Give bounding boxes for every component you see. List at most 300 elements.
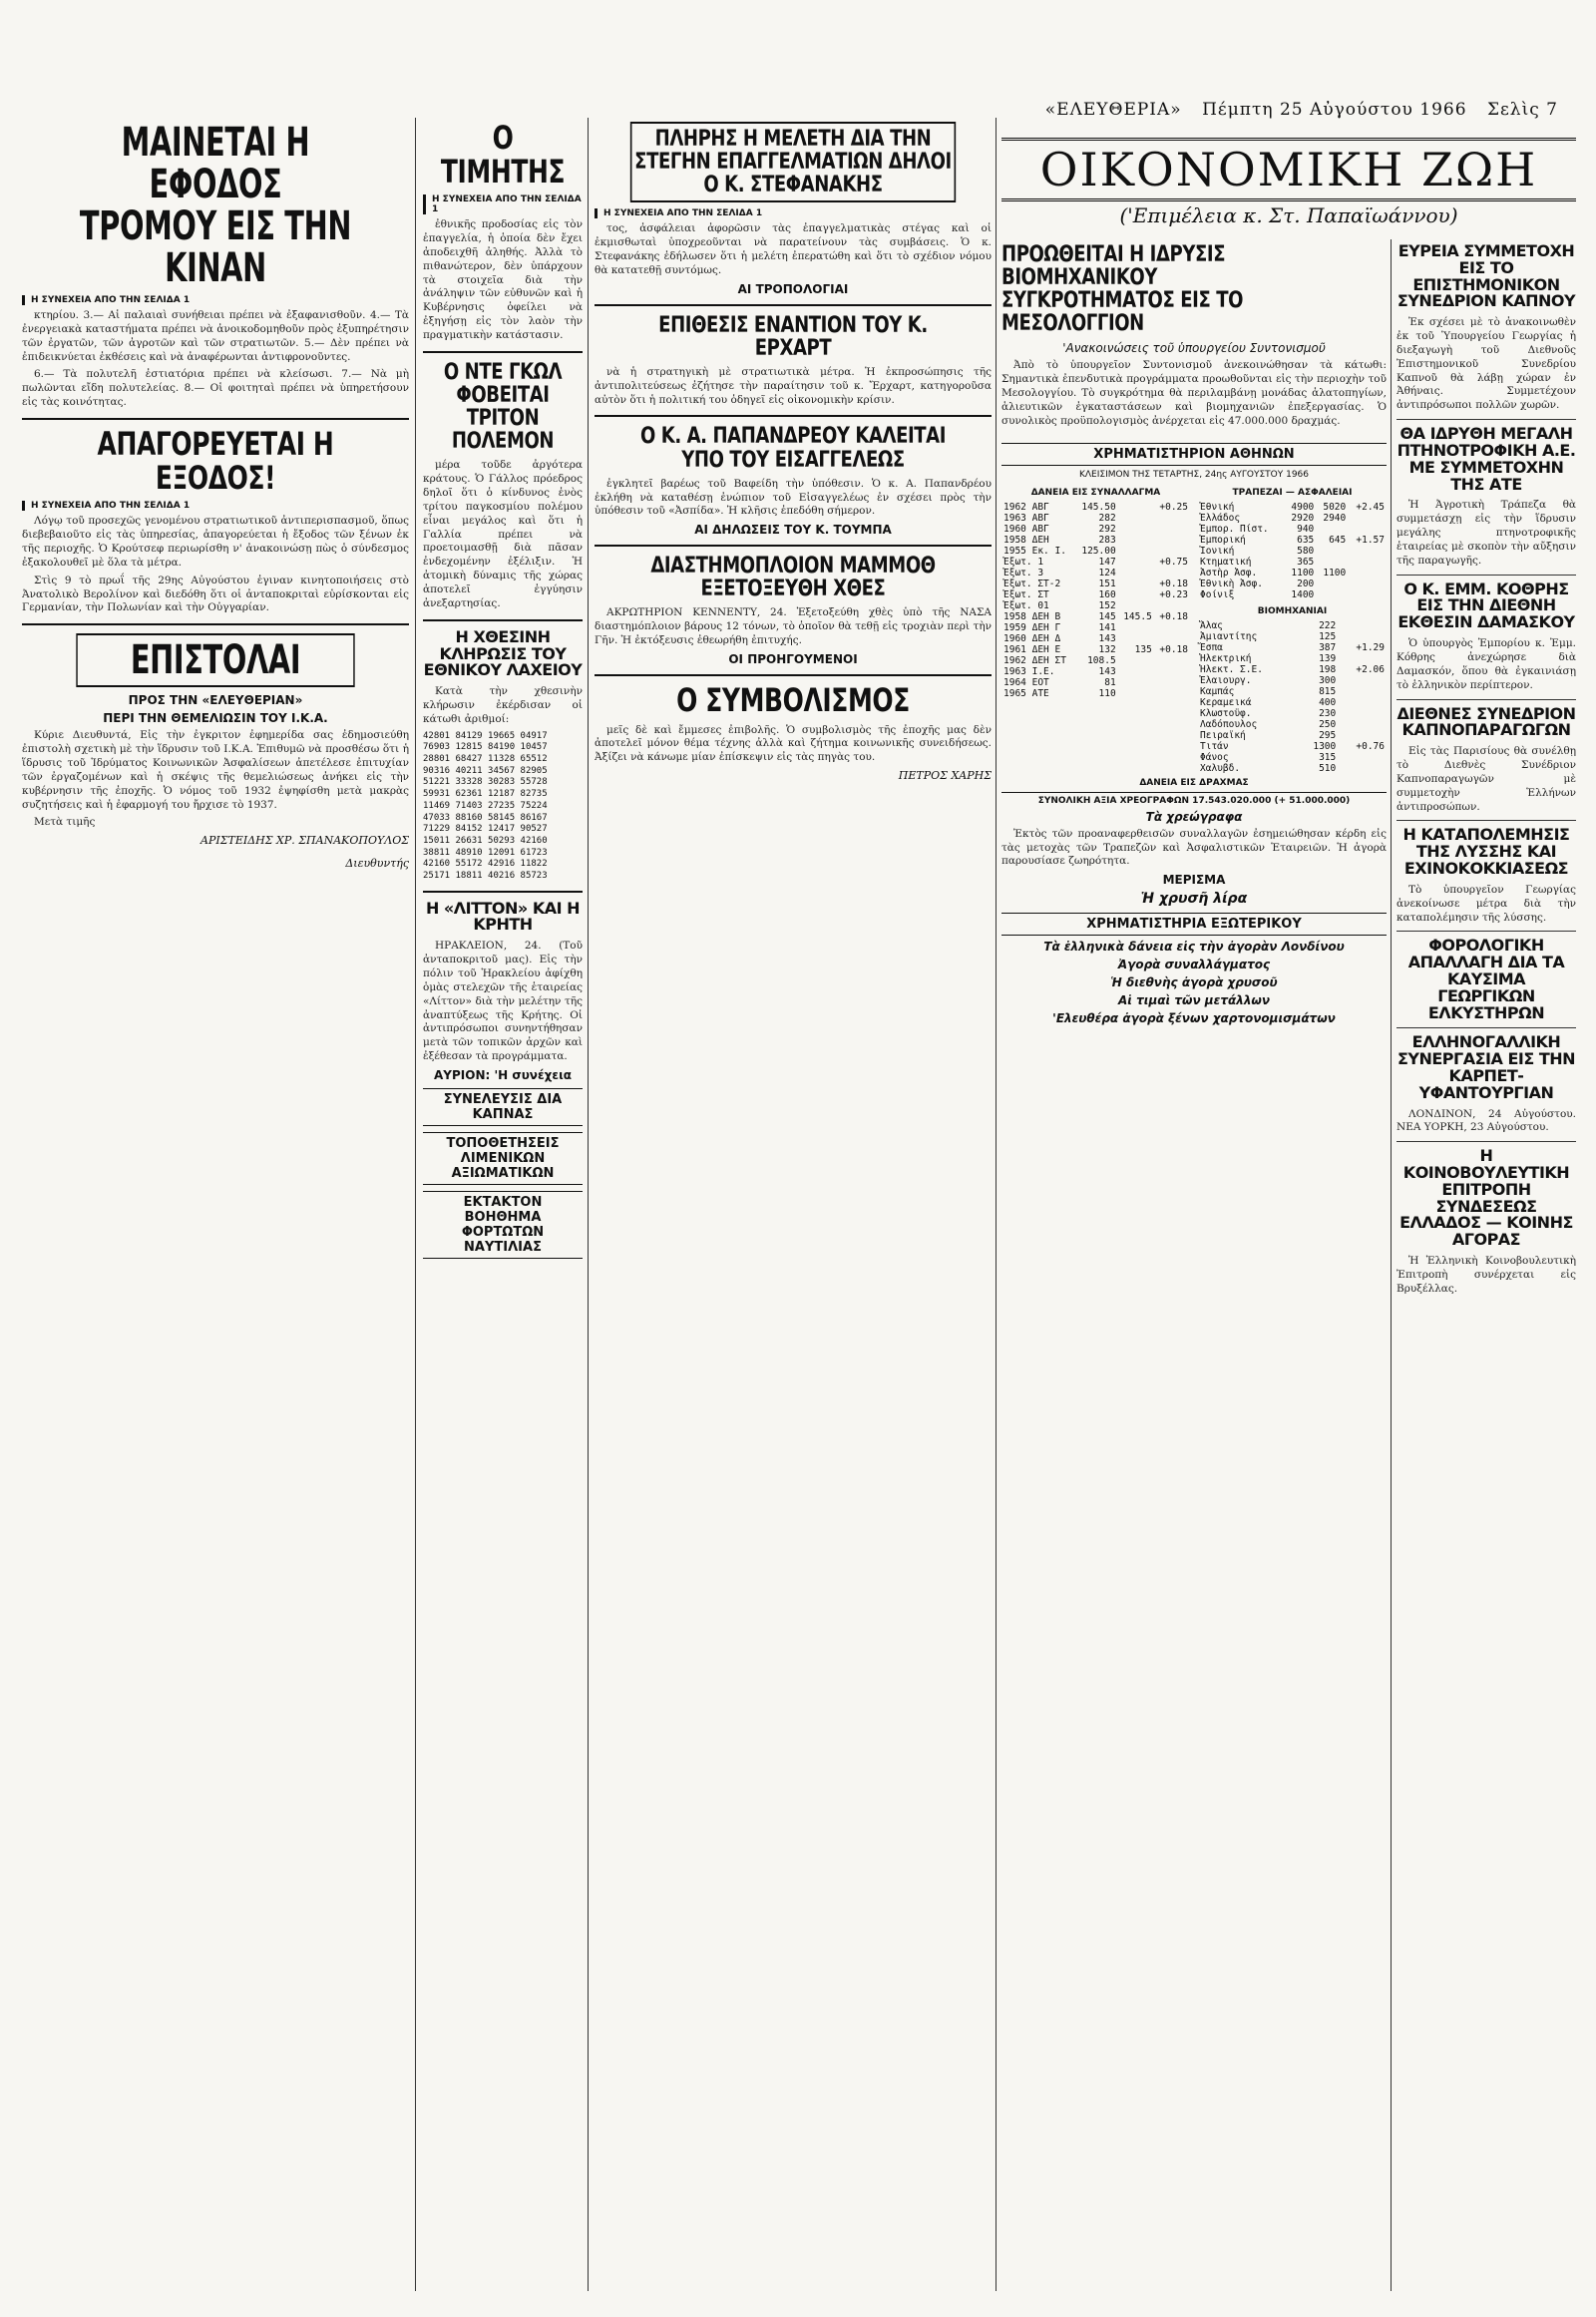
section-title: ΟΙΚΟΝΟΜΙΚΗ ΖΩΗ bbox=[1001, 138, 1576, 201]
paragraph: Ἡ Ἀγροτικὴ Τράπεζα θὰ συμμετάσχῃ εἰς τὴν ἵδρυσιν μεγάλης πτηνοτροφικῆς ἑταιρείας μὲ σκοπὸν τὴν αὔξησιν τῆς παραγωγῆς. bbox=[1396, 499, 1576, 567]
table-cell bbox=[1338, 631, 1387, 642]
table-cell bbox=[1118, 589, 1154, 600]
table-cell bbox=[1154, 535, 1190, 546]
divider bbox=[22, 623, 409, 625]
table-cell bbox=[1338, 697, 1387, 708]
table-cell: 125 bbox=[1319, 630, 1337, 642]
continuation-label: Η ΣΥΝΕΧΕΙΑ ΑΠΟ ΤΗΝ ΣΕΛΙΔΑ 1 bbox=[595, 208, 992, 218]
paragraph: Ἀπὸ τὸ ὑπουργεῖον Συντονισμοῦ ἀνεκοινώθησαν τὰ κάτωθι: Σημαντικὰ ἐπενδυτικὰ προγράμματα προωθοῦνται εἰς τὴν περιοχὴν τοῦ Μεσολογγίου. Τὸ συγκρότημα θὰ περιλαμβάνῃ μονάδας ἁλατοπηγίων, ἁλιευτικῶν ἐγκαταστάσεων καὶ βιομηχανιῶν ἐπεξεργασίας. Ὁ συνολικὸς προϋπολογισμὸς ἀνέρχεται εἰς 47.000.000 δραχμάς. bbox=[1001, 359, 1387, 427]
table-cell bbox=[1118, 677, 1154, 688]
dividend-heading: ΜΕΡΙΣΜΑ bbox=[1162, 873, 1226, 888]
table-cell: Ἐμπορική bbox=[1200, 534, 1246, 546]
table-cell bbox=[1118, 622, 1154, 633]
table-cell: 132 bbox=[1098, 643, 1116, 655]
industries-heading: ΒΙΟΜΗΧΑΝΙΑΙ bbox=[1257, 605, 1328, 616]
article-body bbox=[1001, 359, 1387, 428]
paragraph: ΛΟΝΔΙΝΟΝ, 24 Αὐγούστου. ΝΕΑ ΥΟΡΚΗ, 23 Αὐγούστου. bbox=[1396, 1107, 1576, 1134]
table-cell: 400 bbox=[1319, 696, 1337, 708]
free-market-heading: 'Ελευθέρα ἀγορὰ ξένων χαρτονομισμάτων bbox=[1052, 1011, 1336, 1026]
table-cell: 143 bbox=[1098, 632, 1116, 644]
headline-spacecraft: ΔΙΑΣΤΗΜΟΠΛΟΙΟΝ ΜΑΜΜΟΘ ΕΞΕΤΟΞΕΥΘΗ ΧΘΕΣ bbox=[650, 554, 936, 602]
article-body bbox=[1396, 1108, 1576, 1136]
paragraph: ἐθνικῆς προδοσίας εἰς τὸν ἐπαγγελία, ἡ ὁποία δὲν ἔχει ἀποδειχθῆ ἀληθής. Ἀλλὰ τὸ πιθανώτερον, δὲν ὑπάρχουν τὰ στοιχεῖα διὰ τὴν ἀνάληψιν τῶν εὐθυνῶν καὶ ἡ Κυβέρνησις ὀφείλει νὰ ἐξηγήσῃ εἰς τὸν λαὸν τὴν πραγματικὴν κατάστασιν. bbox=[423, 218, 583, 342]
table-row bbox=[1001, 513, 1190, 524]
table-cell bbox=[1154, 524, 1190, 535]
paragraph: Εἰς τὰς Παρισίους θὰ συνέλθῃ τὸ Διεθνὲς Συνέδριον Καπνοπαραγωγῶν μὲ συμμετοχὴν Ἑλλήνων ἀντιπροσώπων. bbox=[1396, 745, 1576, 813]
paragraph: μέρα τοῦδε ἀργότερα κράτους. Ὁ Γάλλος πρόεδρος δηλοῖ ὅτι ὁ κίνδυνος ἑνὸς τρίτου παγκοσμίου πολέμου εἶναι μεγάλος καὶ ὅτι ἡ Γαλλία πρέπει νὰ προετοιμασθῇ διὰ πᾶσαν ἐνδεχομένην ἐξέλιξιν. Ἡ ἀτομικὴ δύναμις τῆς χώρας ἀποτελεῖ ἐγγύησιν ἀνεξαρτησίας. bbox=[423, 459, 583, 609]
table-cell: 1964 ΕΟΤ bbox=[1003, 676, 1049, 688]
total-value: ΣΥΝΟΛΙΚΗ ΑΞΙΑ ΧΡΕΟΓΡΑΦΩΝ 17.543.020.000 (+ 51.000.000) bbox=[1001, 792, 1387, 806]
paragraph: Τὸ ὑπουργεῖον Γεωργίας ἀνεκοίνωσε μέτρα διὰ τὴν καταπολέμησιν τῆς λύσσης. bbox=[1396, 883, 1576, 924]
table-cell bbox=[1118, 502, 1154, 513]
masthead bbox=[1031, 100, 1558, 120]
headline-rabies: Η ΚΑΤΑΠΟΛΕΜΗΣΙΣ ΤΗΣ ΛΥΣΣΗΣ ΚΑΙ ΕΧΙΝΟΚΟΚΚΙΑΣΕΩΣ bbox=[1402, 825, 1570, 878]
london-heading: Τὰ ἑλληνικὰ δάνεια εἰς τὴν ἀγορὰν Λονδίνου bbox=[1043, 940, 1345, 955]
table-cell bbox=[1348, 557, 1387, 568]
banks-table-wrap bbox=[1198, 484, 1387, 774]
box-heading: ΣΥΝΕΛΕΥΣΙΣ ΔΙΑ ΚΑΠΝΑΣ bbox=[423, 1088, 583, 1126]
headline-symbolism: Ο ΣΥΜΒΟΛΙΣΜΟΣ bbox=[676, 681, 910, 720]
divider bbox=[1396, 419, 1576, 420]
issue-date: Πέμπτη 25 Αὐγούστου 1966 bbox=[1202, 100, 1467, 120]
foreign-exchanges-heading: ΧΡΗΜΑΤΙΣΤΗΡΙΑ ΕΞΩΤΕΡΙΚΟΥ bbox=[1001, 913, 1387, 936]
table-row bbox=[1001, 655, 1190, 666]
table-cell: 510 bbox=[1319, 762, 1337, 774]
table-cell: 145.5 bbox=[1123, 610, 1152, 622]
headline-exodos: ΑΠΑΓΟΡΕΥΕΤΑΙ Η ΕΞΟΔΟΣ! bbox=[97, 425, 334, 497]
table-row bbox=[1198, 664, 1387, 675]
column-2 bbox=[423, 118, 583, 2291]
table-cell: Κεραμεικά bbox=[1200, 696, 1252, 708]
loans-table bbox=[1001, 502, 1190, 699]
table-row bbox=[1198, 708, 1387, 719]
table-cell: Ἐξωτ. 3 bbox=[1003, 567, 1044, 579]
table-row bbox=[1001, 557, 1190, 568]
table-cell bbox=[1154, 513, 1190, 524]
table-cell: 143 bbox=[1098, 665, 1116, 677]
table-row bbox=[1001, 524, 1190, 535]
table-row bbox=[1198, 524, 1387, 535]
table-cell: 110 bbox=[1098, 687, 1116, 699]
gold-sovereign-heading: Ἡ χρυσῆ λίρα bbox=[1140, 891, 1248, 908]
divider bbox=[1396, 1141, 1576, 1142]
table-cell: Ἀστὴρ Ἀσφ. bbox=[1200, 567, 1258, 579]
table-cell: 1960 ΔΕΗ Δ bbox=[1003, 632, 1061, 644]
paragraph: Κύριε Διευθυντά, Εἰς τὴν ἐγκριτον ἐφημερίδα σας ἐδημοσιεύθη ἐπιστολὴ σχετικὴ μὲ τὴν ἵδρυσιν τοῦ Ι.Κ.Α. Ἐπιθυμῶ νὰ προσθέσω ὅτι ἡ ἵδρυσις τοῦ Ἱδρύματος Κοινωνικῶν Ἀσφαλίσεων ἀπετέλεσε ἐπιτυχίαν τῶν ἐργαζομένων καὶ ἡ σκέψις τῆς θεμελιώσεως ἀνήκει εἰς τὴν κυβέρνησιν τῆς ἐποχῆς. Ὁ νόμος τοῦ 1932 ἐψηφίσθη μετὰ μακρὰς συζητήσεις καὶ ἡ ἐφαρμογή του ἤρχισε τὸ 1937. bbox=[22, 729, 409, 811]
table-cell: 365 bbox=[1297, 556, 1315, 568]
table-cell: Ἑθνικὴ Ἀσφ. bbox=[1200, 578, 1263, 589]
letter-signature: ΑΡΙΣΤΕΙΔΗΣ ΧΡ. ΣΠΑΝΑΚΟΠΟΥΛΟΣ bbox=[200, 834, 409, 848]
table-cell: 315 bbox=[1319, 751, 1337, 763]
article-body bbox=[423, 459, 583, 610]
table-cell bbox=[1118, 535, 1154, 546]
table-cell: Ἐξωτ. ΣΤ-2 bbox=[1003, 578, 1061, 589]
table-cell bbox=[1118, 688, 1154, 699]
table-cell bbox=[1154, 688, 1190, 699]
table-cell bbox=[1154, 546, 1190, 557]
industries-table bbox=[1198, 620, 1387, 774]
table-cell: 108.5 bbox=[1087, 654, 1116, 666]
table-row bbox=[1198, 741, 1387, 752]
table-cell: 222 bbox=[1319, 619, 1337, 631]
table-cell: Χαλυβδ. bbox=[1200, 762, 1241, 774]
article-body bbox=[1396, 499, 1576, 568]
table-cell: Φάνος bbox=[1200, 751, 1229, 763]
table-row bbox=[1001, 600, 1190, 611]
table-cell: +0.18 bbox=[1159, 578, 1188, 589]
table-cell bbox=[1348, 546, 1387, 557]
column-4 bbox=[1001, 239, 1387, 2291]
table-cell bbox=[1154, 666, 1190, 677]
paragraph: νὰ ἡ στρατηγικὴ μὲ στρατιωτικὰ μέτρα. Ἡ ἐκπροσώπησις τῆς ἀντιπολιτεύσεως ἐζήτησε τὴν παραίτησιν τοῦ κ. Ἔρχαρτ, κατηγοροῦσα αὐτὸν ὅτι ἡ πολιτική του ὁδηγεῖ εἰς οἰκονομικὴν κρίσιν. bbox=[595, 365, 992, 406]
table-cell: Ἠλεκτρική bbox=[1200, 652, 1252, 664]
paragraph: Στὶς 9 τὸ πρωΐ τῆς 29ης Αὐγούστου ἐγιναν κινητοποιήσεις στὸ Ἀνατολικὸ Βερολίνον καὶ διεδόθη ὅτι οἱ ἀνταποκριταὶ εὑρίσκονται εἰς Γερμανίαν, τὴν Πολωνίαν καὶ τὴν Οὐγγαρίαν. bbox=[22, 574, 409, 614]
table-cell: Τιτάν bbox=[1200, 740, 1229, 752]
table-cell: Ἐλαιουργ. bbox=[1200, 674, 1252, 686]
table-row bbox=[1198, 631, 1387, 642]
table-cell: 230 bbox=[1319, 707, 1337, 719]
paragraph: Μετὰ τιμῆς bbox=[34, 816, 96, 829]
table-cell: +1.29 bbox=[1356, 641, 1385, 653]
table-row bbox=[1198, 513, 1387, 524]
paragraph: Κατὰ τὴν χθεσινὴν κλήρωσιν ἐκέρδισαν οἱ κάτωθι ἀριθμοί: bbox=[423, 685, 583, 725]
letter-signature-title: Διευθυντής bbox=[345, 857, 409, 871]
stock-exchange-heading: ΧΡΗΜΑΤΙΣΤΗΡΙΟΝ ΑΘΗΝΩΝ bbox=[1001, 443, 1387, 466]
table-cell: Ἐξωτ. ΣΤ bbox=[1003, 588, 1049, 600]
table-cell bbox=[1118, 633, 1154, 644]
gold-market-heading: Ἡ διεθνὴς ἀγορὰ χρυσοῦ bbox=[1110, 975, 1278, 990]
table-cell bbox=[1154, 622, 1190, 633]
continuation-label: Η ΣΥΝΕΧΕΙΑ ΑΠΟ ΤΗΝ ΣΕΛΙΔΑ 1 bbox=[423, 194, 583, 214]
table-cell: 300 bbox=[1319, 674, 1337, 686]
article-body bbox=[595, 606, 992, 648]
table-cell bbox=[1338, 763, 1387, 774]
banks-heading: ΤΡΑΠΕΖΑΙ — ΑΣΦΑΛΕΙΑΙ bbox=[1232, 487, 1353, 498]
paragraph: κτηρίου. 3.— Αἱ παλαιαὶ συνήθειαι πρέπει νὰ ἐξαφανισθοῦν. 4.— Τὰ ἐνεργειακὰ καταστήματα πρέπει νὰ ἀνοικοδομηθοῦν πρὸς ἐξυπηρέτησιν τῶν ἐργατῶν, τῶν ἀγροτῶν καὶ τῶν στρατιωτῶν. 5.— Δὲν πρέπει νὰ ἐπιδεικνύεται ἐκθέσεις καὶ νὰ ἀναφέρωνται ἀντιφρονοῦντες. bbox=[22, 309, 409, 363]
table-cell: Ἄλας bbox=[1200, 619, 1223, 631]
table-row bbox=[1198, 697, 1387, 708]
table-row bbox=[1001, 579, 1190, 589]
table-cell bbox=[1118, 513, 1154, 524]
table-row bbox=[1001, 633, 1190, 644]
table-cell: 1962 ΑΒΓ bbox=[1003, 501, 1049, 513]
divider bbox=[22, 418, 409, 420]
table-row bbox=[1001, 688, 1190, 699]
headline-tobacco-congress: ΕΥΡΕΙΑ ΣΥΜΜΕΤΟΧΗ ΕΙΣ ΤΟ ΕΠΙΣΤΗΜΟΝΙΚΟΝ ΣΥΝΕΔΡΙΟΝ ΚΑΠΝΟΥ bbox=[1396, 241, 1576, 311]
paragraph: ΗΡΑΚΛΕΙΟΝ, 24. (Τοῦ ἀνταποκριτοῦ μας). Εἰς τὴν πόλιν τοῦ Ἡρακλείου ἀφίχθη ὁμὰς στελεχῶν τῆς ἑταιρείας «Λίττον» διὰ τὴν μελέτην τῆς ἀναπτύξεως τῆς Κρήτης. Οἱ ἀντιπρόσωποι συνηντήθησαν μετὰ τῶν τοπικῶν ἀρχῶν καὶ ἐξέθεσαν τὰ προγράμματα. bbox=[423, 940, 583, 1063]
table-cell bbox=[1118, 546, 1154, 557]
table-cell bbox=[1154, 568, 1190, 579]
table-cell: Ἐθνική bbox=[1200, 501, 1235, 513]
table-cell bbox=[1316, 524, 1348, 535]
article-body bbox=[1001, 828, 1387, 870]
table-cell: 81 bbox=[1104, 676, 1116, 688]
headline-stegi: ΠΛΗΡΗΣ Η ΜΕΛΕΤΗ ΔΙΑ ΤΗΝ ΣΤΕΓΗΝ ΕΠΑΓΓΕΛΜΑΤΙΩΝ ΔΗΛΟΙ Ο Κ. ΣΤΕΦΑΝΑΚΗΣ bbox=[630, 122, 956, 202]
divider bbox=[1396, 1027, 1576, 1028]
article-body bbox=[1396, 745, 1576, 814]
headline-erhard: ΕΠΙΘΕΣΙΣ ΕΝΑΝΤΙΟΝ ΤΟΥ Κ. ΕΡΧΑΡΤ bbox=[658, 312, 928, 361]
table-cell: +0.25 bbox=[1159, 501, 1188, 513]
letters-subheading: ΠΡΟΣ ΤΗΝ «ΕΛΕΥΘΕΡΙΑΝ» bbox=[128, 693, 303, 708]
table-cell: 1100 bbox=[1291, 567, 1315, 579]
divider bbox=[423, 891, 583, 893]
table-cell bbox=[1316, 579, 1348, 589]
table-cell bbox=[1316, 589, 1348, 600]
table-row bbox=[1198, 719, 1387, 730]
letters-title: ΠΕΡΙ ΤΗΝ ΘΕΜΕΛΙΩΣΙΝ ΤΟΥ Ι.Κ.Α. bbox=[103, 711, 328, 726]
table-cell: 2920 bbox=[1291, 512, 1315, 524]
table-cell bbox=[1118, 666, 1154, 677]
letter-body bbox=[22, 729, 409, 830]
headline-carpet: ΕΛΛΗΝΟΓΑΛΛΙΚΗ ΣΥΝΕΡΓΑΣΙΑ ΕΙΣ ΤΗΝ ΚΑΡΠΕΤ-ΥΦΑΝΤΟΥΡΓΙΑΝ bbox=[1396, 1032, 1576, 1102]
column-rule bbox=[415, 118, 416, 2291]
paragraph: Λόγῳ τοῦ προσεχῶς γενομένου στρατιωτικοῦ ἀντιπερισπασμοῦ, ὅπως διεβεβαιοῦτο εἰς τὰς ὑπηρεσίας, ἀπαγορεύεται ἡ ἔξοδος τῶν ξένων ἐκ τῆς περιοχῆς. Ὁ Κρούτσεφ περιωρίσθη ν' ἀνακοινώσῃ πὼς ὁ σύνδεσμος ἐξακολουθεῖ μὲ ὅλα τὰ μέτρα. bbox=[22, 515, 409, 569]
table-cell: Ἑλλάδος bbox=[1200, 512, 1241, 524]
table-row bbox=[1198, 589, 1387, 600]
table-cell bbox=[1338, 686, 1387, 697]
stock-exchange-date: ΚΛΕΙΣΙΜΟΝ ΤΗΣ ΤΕΤΑΡΤΗΣ, 24ης ΑΥΓΟΥΣΤΟΥ 1966 bbox=[1078, 469, 1309, 480]
headline-tobacco-producers: ΔΙΕΘΝΕΣ ΣΥΝΕΔΡΙΟΝ ΚΑΠΝΟΠΑΡΑΓΩΓΩΝ bbox=[1396, 703, 1576, 740]
table-row bbox=[1198, 642, 1387, 653]
paragraph: Ἡ Ἑλληνικὴ Κοινοβουλευτικὴ Ἐπιτροπὴ συνέρχεται εἰς Βρυξέλλας. bbox=[1396, 1255, 1576, 1295]
table-cell: 1962 ΔΕΗ ΣΤ bbox=[1003, 654, 1066, 666]
table-cell bbox=[1118, 524, 1154, 535]
table-cell: Ἠλεκτ. Σ.Ε. bbox=[1200, 663, 1263, 675]
table-cell: 145.50 bbox=[1081, 501, 1116, 513]
table-cell: 387 bbox=[1319, 641, 1337, 653]
table-cell: 1963 Ι.Ε. bbox=[1003, 665, 1055, 677]
table-row bbox=[1198, 686, 1387, 697]
headline-lottery: Η ΧΘΕΣΙΝΗ ΚΛΗΡΩΣΙΣ ΤΟΥ ΕΘΝΙΚΟΥ ΛΑΧΕΙΟΥ bbox=[423, 626, 583, 680]
table-cell: 5020 bbox=[1323, 501, 1347, 513]
table-cell: 198 bbox=[1319, 663, 1337, 675]
table-row bbox=[1198, 557, 1387, 568]
table-cell: Ἀμιαντίτης bbox=[1200, 630, 1258, 642]
column-rule bbox=[996, 118, 997, 2291]
table-cell: 250 bbox=[1319, 718, 1337, 730]
divider bbox=[423, 619, 583, 621]
paragraph: Ὁ ὑπουργὸς Ἐμπορίου κ. Ἐμμ. Κόθρης ἀνεχώρησε διὰ Δαμασκόν, ὅπου θὰ ἐγκαινιάσῃ τὸ ἑλληνικὸν περίπτερον. bbox=[1396, 637, 1576, 691]
table-cell bbox=[1338, 708, 1387, 719]
table-cell bbox=[1338, 730, 1387, 741]
table-cell bbox=[1348, 513, 1387, 524]
divider bbox=[595, 545, 992, 547]
drachma-loans-heading: ΔΑΝΕΙΑ ΕΙΣ ΔΡΑΧΜΑΣ bbox=[1139, 777, 1249, 788]
table-row bbox=[1001, 535, 1190, 546]
table-row bbox=[1001, 644, 1190, 655]
table-cell bbox=[1316, 557, 1348, 568]
column-rule bbox=[1391, 239, 1392, 2291]
table-cell: 1400 bbox=[1291, 588, 1315, 600]
table-row bbox=[1198, 730, 1387, 741]
subheading: ΑΙ ΔΗΛΩΣΕΙΣ ΤΟΥ Κ. ΤΟΥΜΠΑ bbox=[694, 523, 892, 538]
loans-table-wrap bbox=[1001, 484, 1190, 774]
divider bbox=[1396, 699, 1576, 700]
headline-papandreou: Ο Κ. Α. ΠΑΠΑΝΔΡΕΟΥ ΚΑΛΕΙΤΑΙ ΥΠΟ ΤΟΥ ΕΙΣΑΓΓΕΛΕΩΣ bbox=[639, 424, 947, 473]
table-cell: Καμπάς bbox=[1200, 685, 1235, 697]
paper-name: «ΕΛΕΥΘΕΡΙΑ» bbox=[1044, 100, 1182, 120]
table-cell: 141 bbox=[1098, 621, 1116, 633]
table-row bbox=[1198, 546, 1387, 557]
table-cell bbox=[1154, 600, 1190, 611]
divider bbox=[423, 351, 583, 353]
paragraph: Ἐκτὸς τῶν προαναφερθεισῶν συναλλαγῶν ἐσημειώθησαν κέρδη εἰς τὰς μετοχὰς τῶν Τραπεζῶν καὶ Ἀσφαλιστικῶν Ἑταιρειῶν. Ἡ ἀγορὰ παρουσίασε ζωηρότητα. bbox=[1001, 827, 1387, 868]
subheading: ΟΙ ΠΡΟΗΓΟΥΜΕΝΟΙ bbox=[728, 652, 858, 667]
paragraph: τος, ἀσφάλειαι ἀφορῶσιν τὰς ἐπαγγελματικὰς στέγας καὶ οἱ ἐκμισθωταὶ ὑποχρεοῦνται νὰ παρατείνουν τὰς συμβάσεις. Ὁ κ. Στεφανάκης ἐδήλωσεν ὅτι ἡ μελέτη ἐπερατώθη καὶ ὅτι τὸ σχέδιον νόμου θὰ κατατεθῇ συντόμως. bbox=[595, 222, 992, 276]
table-row bbox=[1198, 653, 1387, 664]
table-cell: 4900 bbox=[1291, 501, 1315, 513]
table-cell: Ἰονική bbox=[1200, 545, 1235, 557]
table-cell: 1955 Εκ. Ι. bbox=[1003, 545, 1066, 557]
table-row bbox=[1198, 675, 1387, 686]
page-number: Σελὶς 7 bbox=[1486, 100, 1558, 120]
table-cell: 1100 bbox=[1323, 567, 1347, 579]
headline-poultry: ΘΑ ΙΔΡΥΘΗ ΜΕΓΑΛΗ ΠΤΗΝΟΤΡΟΦΙΚΗ Α.Ε. ΜΕ ΣΥΜΜΕΤΟΧΗΝ ΤΗΣ ΑΤΕ bbox=[1396, 424, 1576, 494]
table-cell: +2.45 bbox=[1356, 501, 1385, 513]
table-row bbox=[1001, 568, 1190, 579]
article-body bbox=[595, 222, 992, 277]
table-cell: 295 bbox=[1319, 729, 1337, 741]
article-body bbox=[595, 478, 992, 520]
lottery-numbers: 42801 84129 19665 04917 76903 12815 84190 10457 28801 68427 11328 65512 90316 40211 34567 82905 51221 33328 30283 55728 59931 62361 12187 82735 11469 71403 27235 75224 47033 88160 58145 86167 71229 84152 12417 90527 15011 26631 50293 42160 38811 48910 12091 61723 42160 55172 42916 11822 25171 18811 40216 85723 bbox=[423, 730, 548, 881]
headline-damascus: Ο Κ. ΕΜΜ. ΚΟΘΡΗΣ ΕΙΣ ΤΗΝ ΔΙΕΘΝΗ ΕΚΘΕΣΙΝ ΔΑΜΑΣΚΟΥ bbox=[1397, 579, 1575, 632]
article-body bbox=[423, 218, 583, 343]
table-cell: Φοίνιξ bbox=[1200, 588, 1235, 600]
table-cell: 2940 bbox=[1323, 512, 1347, 524]
table-cell: 200 bbox=[1297, 578, 1315, 589]
table-cell: Ἐμπορ. Πίστ. bbox=[1200, 523, 1269, 535]
headline-fuel-tax: ΦΟΡΟΛΟΓΙΚΗ ΑΠΑΛΛΑΓΗ ΔΙΑ ΤΑ ΚΑΥΣΙΜΑ ΓΕΩΡΓΙΚΩΝ ΕΛΚΥΣΤΗΡΩΝ bbox=[1407, 936, 1565, 1022]
divider bbox=[595, 304, 992, 306]
article-body bbox=[1396, 316, 1576, 413]
table-cell bbox=[1338, 653, 1387, 664]
table-cell: 580 bbox=[1297, 545, 1315, 557]
bonds-heading: Τὰ χρεώγραφα bbox=[1145, 809, 1243, 824]
table-cell bbox=[1118, 568, 1154, 579]
table-cell bbox=[1338, 719, 1387, 730]
column-rule bbox=[588, 118, 589, 2291]
table-cell bbox=[1348, 579, 1387, 589]
table-cell: 1965 ΑΤΕ bbox=[1003, 687, 1049, 699]
table-cell bbox=[1154, 677, 1190, 688]
table-row bbox=[1001, 546, 1190, 557]
table-cell bbox=[1154, 633, 1190, 644]
paragraph: ΑΚΡΩΤΗΡΙΟΝ ΚΕΝΝΕΝΤΥ, 24. Ἐξετοξεύθη χθὲς ὑπὸ τῆς ΝΑΣΑ διαστημόπλοιον βάρους 12 τόνων, τὸ ὁποῖον θὰ τεθῇ εἰς τροχιὰν περὶ τὴν Γῆν. Ἡ ἐκτόξευσις ἐθεωρήθη ἐπιτυχής. bbox=[595, 606, 992, 647]
table-row bbox=[1198, 502, 1387, 513]
tomorrow-note: ΑΥΡΙΟΝ: 'Η συνέχεια bbox=[434, 1067, 572, 1082]
forex-heading: Ἀγορὰ συναλλάγματος bbox=[1117, 958, 1271, 972]
table-cell: 151 bbox=[1098, 578, 1116, 589]
table-row bbox=[1198, 620, 1387, 631]
article-body bbox=[595, 366, 992, 408]
table-cell: 124 bbox=[1098, 567, 1116, 579]
headline-letters: ΕΠΙΣΤΟΛΑΙ bbox=[76, 633, 354, 687]
table-cell: Πειραϊκή bbox=[1200, 729, 1246, 741]
table-cell: 125.00 bbox=[1081, 545, 1116, 557]
author-byline: ΠΕΤΡΟΣ ΧΑΡΗΣ bbox=[898, 769, 992, 783]
table-cell: +0.18 bbox=[1159, 643, 1188, 655]
continuation-label: Η ΣΥΝΕΧΕΙΑ ΑΠΟ ΤΗΝ ΣΕΛΙΔΑ 1 bbox=[22, 295, 409, 305]
table-cell: +0.76 bbox=[1356, 740, 1385, 752]
paragraph: μεῖς δὲ καὶ ἔμμεσες ἐπιβολῆς. Ὁ συμβολισμὸς τῆς ἐποχῆς μας δὲν ἀποτελεῖ μόνον θέμα τέχνης ἀλλὰ καὶ ζήτημα κοινωνικῆς συνειδήσεως. Ἀξίζει νὰ κάνωμε μίαν ἐπίσκεψιν εἰς τὰς πηγὰς του. bbox=[595, 723, 992, 764]
column-5 bbox=[1396, 239, 1576, 2291]
table-row bbox=[1198, 579, 1387, 589]
table-cell: 160 bbox=[1098, 588, 1116, 600]
table-cell bbox=[1338, 675, 1387, 686]
headline-litton: Η «ΛΙΤΤΟΝ» ΚΑΙ Η ΚΡΗΤΗ bbox=[425, 898, 581, 935]
table-cell bbox=[1118, 600, 1154, 611]
table-row bbox=[1001, 622, 1190, 633]
article-body bbox=[1396, 884, 1576, 926]
table-cell: +0.23 bbox=[1159, 588, 1188, 600]
headline-kinan: ΜΑΙΝΕΤΑΙ Η ΕΦΟΔΟΣ ΤΡΟΜΟΥ ΕΙΣ ΤΗΝ ΚΙΝΑΝ bbox=[79, 120, 352, 291]
table-cell: 815 bbox=[1319, 685, 1337, 697]
table-cell: Ἐξωτ. 1 bbox=[1003, 556, 1044, 568]
table-row bbox=[1198, 535, 1387, 546]
divider bbox=[595, 415, 992, 417]
headline-mesolonghi: ΠΡΟΩΘΕΙΤΑΙ Η ΙΔΡΥΣΙΣ ΒΙΟΜΗΧΑΝΙΚΟΥ ΣΥΓΚΡΟΤΗΜΑΤΟΣ ΕΙΣ ΤΟ ΜΕΣΟΛΟΓΓΙΟΝ bbox=[1001, 242, 1244, 337]
banks-table bbox=[1198, 502, 1387, 600]
table-cell: 1958 ΔΕΗ Β bbox=[1003, 610, 1061, 622]
table-cell: 1960 ΑΒΓ bbox=[1003, 523, 1049, 535]
table-cell: 139 bbox=[1319, 652, 1337, 664]
table-row bbox=[1001, 666, 1190, 677]
table-cell: 1958 ΔΕΗ bbox=[1003, 534, 1049, 546]
table-cell bbox=[1118, 655, 1154, 666]
table-row bbox=[1198, 752, 1387, 763]
article-body bbox=[595, 724, 992, 766]
table-cell: 283 bbox=[1098, 534, 1116, 546]
table-row bbox=[1001, 611, 1190, 622]
headline-timitis: Ο ΤΙΜΗΤΗΣ bbox=[440, 119, 566, 191]
table-cell bbox=[1348, 589, 1387, 600]
table-cell bbox=[1118, 557, 1154, 568]
stock-tables bbox=[1001, 484, 1387, 774]
table-row bbox=[1001, 502, 1190, 513]
table-cell bbox=[1348, 568, 1387, 579]
table-cell: +0.75 bbox=[1159, 556, 1188, 568]
loans-heading: ΔΑΝΕΙΑ ΕΙΣ ΣΥΝΑΛΛΑΓΜΑ bbox=[1030, 487, 1161, 498]
table-row bbox=[1198, 763, 1387, 774]
metals-heading: Αἱ τιμαὶ τῶν μετάλλων bbox=[1117, 993, 1271, 1008]
paragraph: ἐγκλητεῖ βαρέως τοῦ Βαφείδη τὴν ὑπόθεσιν. Ὁ κ. Α. Παπανδρέου ἐκλήθη νὰ καταθέσῃ ἐνώπιον τοῦ Εἰσαγγελέως ἐν σχέσει πρὸς τὴν ὑπόθεσιν τοῦ «Ἀσπίδα». Ἡ κλῆσις ἐπεδόθη σήμερον. bbox=[595, 477, 992, 518]
paragraph: 6.— Τὰ πολυτελῆ ἐστιατόρια πρέπει νὰ κλείσωσι. 7.— Νὰ μὴ πωλῶνται εἴδη πολυτελείας. 8.— Οἱ φοιτηταὶ πρέπει νὰ ὑπηρετήσουν εἰς τὰς κοινότητας. bbox=[22, 368, 409, 409]
table-cell: +1.57 bbox=[1356, 534, 1385, 546]
subheading: ΑΙ ΤΡΟΠΟΛΟΓΙΑΙ bbox=[737, 281, 849, 296]
paragraph: Ἐκ σχέσει μὲ τὸ ἀνακοινωθὲν ἐκ τοῦ Ὑπουργείου Γεωργίας ἡ διεξαγωγὴ τοῦ Διεθνοῦς Ἐπιστημονικοῦ Συνεδρίου Καπνοῦ θὰ λάβῃ χώραν ἐν Ἀθήναις. Συμμετέχουν ἀντιπρόσωποι πολλῶν χωρῶν. bbox=[1396, 316, 1576, 412]
table-cell bbox=[1338, 620, 1387, 631]
box-heading: ΤΟΠΟΘΕΤΗΣΕΙΣ ΛΙΜΕΝΙΚΩΝ ΑΞΙΩΜΑΤΙΚΩΝ bbox=[423, 1132, 583, 1185]
table-cell: 635 bbox=[1297, 534, 1315, 546]
table-cell: Κλωστοϋφ. bbox=[1200, 707, 1252, 719]
continuation-label: Η ΣΥΝΕΧΕΙΑ ΑΠΟ ΤΗΝ ΣΕΛΙΔΑ 1 bbox=[22, 501, 409, 511]
table-cell: +0.18 bbox=[1159, 610, 1188, 622]
table-cell bbox=[1338, 752, 1387, 763]
table-row bbox=[1001, 589, 1190, 600]
table-cell: 147 bbox=[1098, 556, 1116, 568]
article-body bbox=[423, 940, 583, 1064]
table-cell: Λαδόπουλος bbox=[1200, 718, 1258, 730]
table-cell: 940 bbox=[1297, 523, 1315, 535]
article-body bbox=[1396, 1255, 1576, 1297]
table-cell: 282 bbox=[1098, 512, 1116, 524]
headline-de-gaulle: Ο ΝΤΕ ΓΚΩΛ ΦΟΒΕΙΤΑΙ ΤΡΙΤΟΝ ΠΟΛΕΜΟΝ bbox=[443, 359, 563, 455]
table-cell: 292 bbox=[1098, 523, 1116, 535]
article-body bbox=[22, 515, 409, 615]
table-cell bbox=[1154, 655, 1190, 666]
table-row bbox=[1001, 677, 1190, 688]
table-cell: Κτηματική bbox=[1200, 556, 1252, 568]
